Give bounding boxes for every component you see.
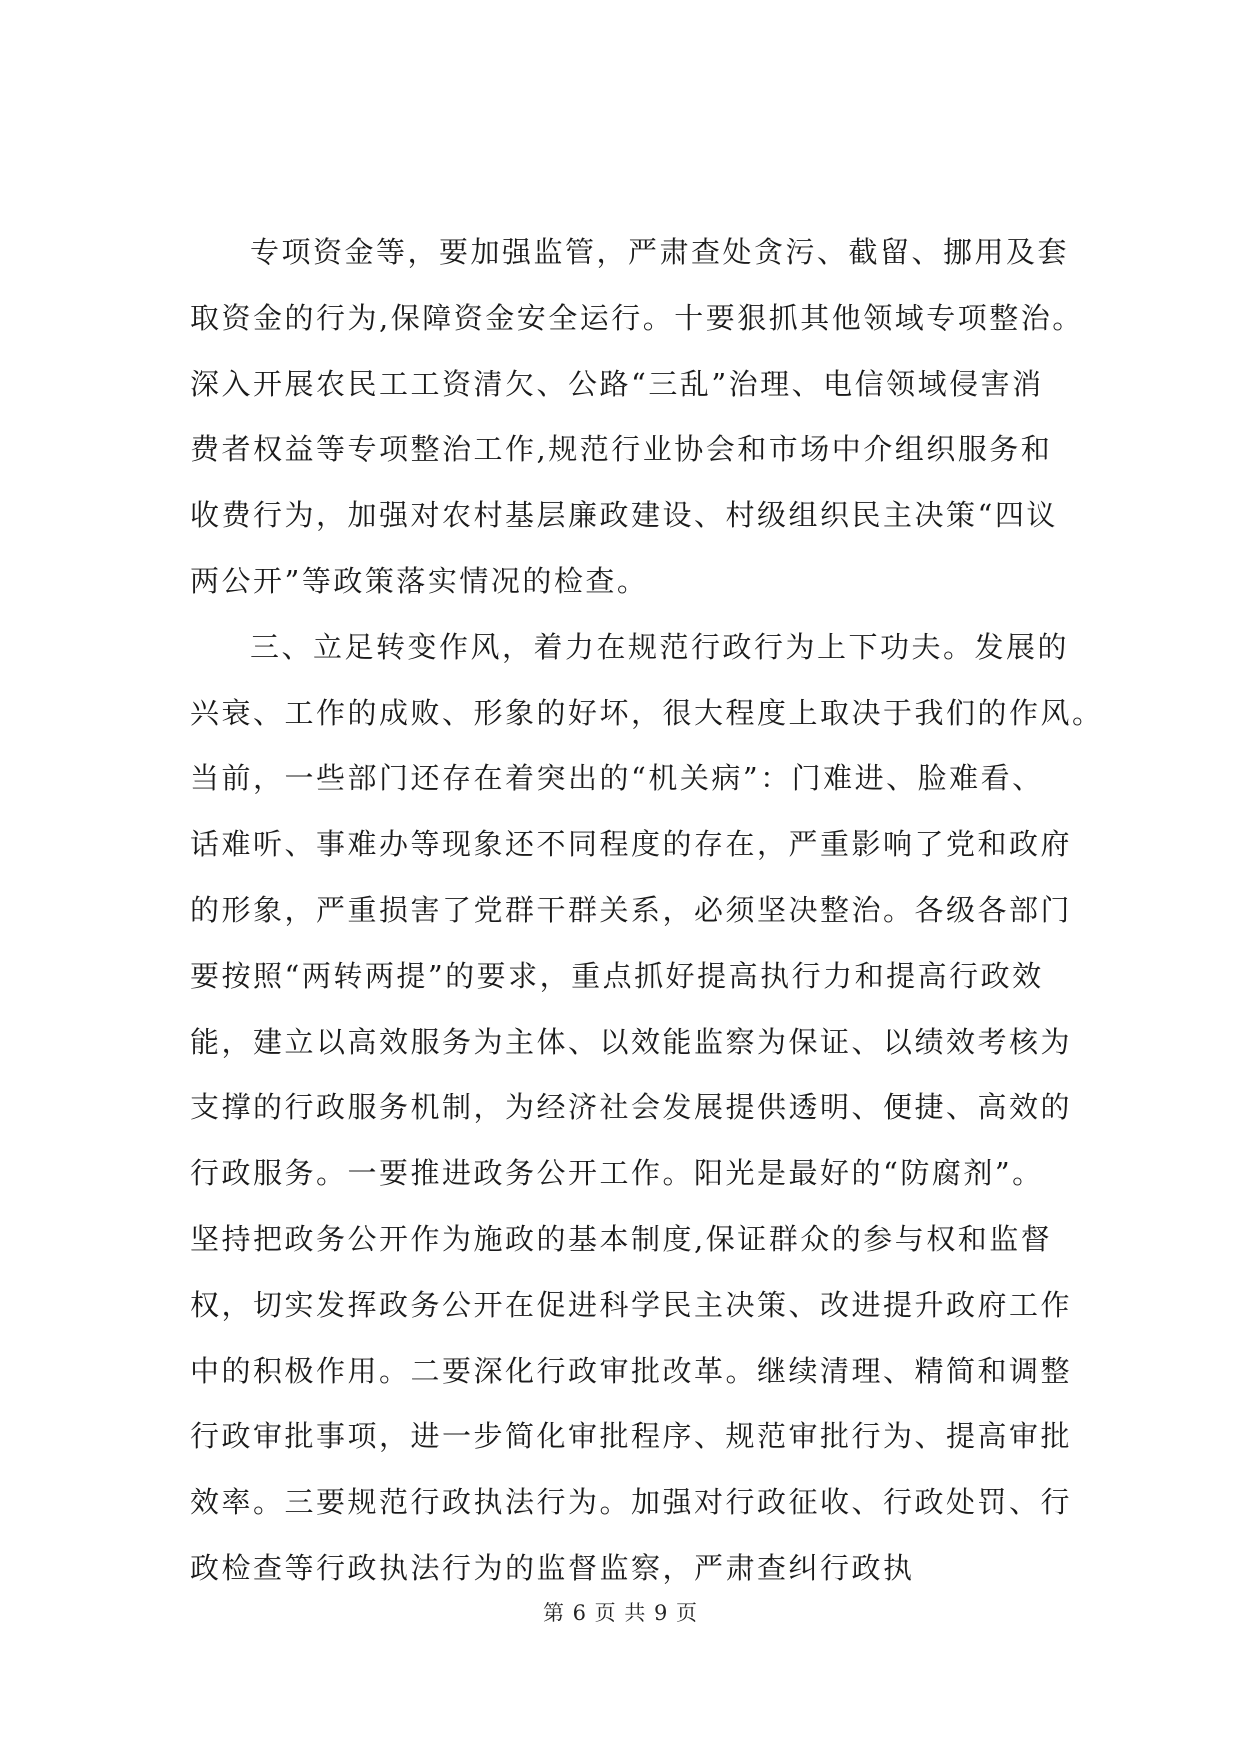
- text-line: 专项资金等，要加强监管，严肃查处贪污、截留、挪用及套: [250, 235, 1070, 269]
- text-line: 收费行为，加强对农村基层廉政建设、村级组织民主决策“四议: [190, 498, 1058, 533]
- text-line: 深入开展农民工工资清欠、公路“三乱”治理、电信领域侵害消: [190, 366, 1044, 401]
- text-line: 能，建立以高效服务为主体、以效能监察为保证、以绩效考核为: [190, 1024, 1073, 1059]
- text-line: 的形象，严重损害了党群干群关系，必须坚决整治。各级各部门: [190, 892, 1073, 927]
- text-line: 当前，一些部门还存在着突出的“机关病”：门难进、脸难看、: [190, 761, 1044, 796]
- text-line: 费者权益等专项整治工作,规范行业协会和市场中介组织服务和: [190, 432, 1053, 467]
- text-line: 三、立足转变作风，着力在规范行政行为上下功夫。发展的: [250, 629, 1070, 664]
- text-line: 两公开”等政策落实情况的检查。: [190, 563, 649, 598]
- text-line: 取资金的行为,保障资金安全运行。十要狠抓其他领域专项整治。: [190, 300, 1084, 335]
- text-line: 权，切实发挥政务公开在促进科学民主决策、改进提升政府工作: [190, 1287, 1073, 1322]
- text-line: 支撑的行政服务机制，为经济社会发展提供透明、便捷、高效的: [190, 1090, 1073, 1125]
- text-line: 要按照“两转两提”的要求，重点抓好提高执行力和提高行政效: [190, 958, 1044, 993]
- text-line: 兴衰、工作的成败、形象的好坏，很大程度上取决于我们的作风。: [190, 695, 1104, 730]
- text-line: 行政审批事项，进一步简化审批程序、规范审批行为、提高审批: [190, 1419, 1073, 1454]
- body-text: [190, 232, 1104, 1614]
- text-line: 效率。三要规范行政执法行为。加强对行政征收、行政处罚、行: [190, 1485, 1073, 1520]
- text-line: 中的积极作用。二要深化行政审批改革。继续清理、精简和调整: [190, 1353, 1073, 1388]
- page-footer: [0, 1597, 1241, 1627]
- text-line: 坚持把政务公开作为施政的基本制度,保证群众的参与权和监督: [190, 1221, 1053, 1256]
- text-line: 政检查等行政执法行为的监督监察，严肃查纠行政执: [190, 1550, 915, 1585]
- text-line: 话难听、事难办等现象还不同程度的存在，严重影响了党和政府: [190, 827, 1073, 862]
- text-line: 行政服务。一要推进政务公开工作。阳光是最好的“防腐剂”。: [190, 1156, 1044, 1191]
- page-number-label: 第 6 页 共 9 页: [542, 1601, 699, 1625]
